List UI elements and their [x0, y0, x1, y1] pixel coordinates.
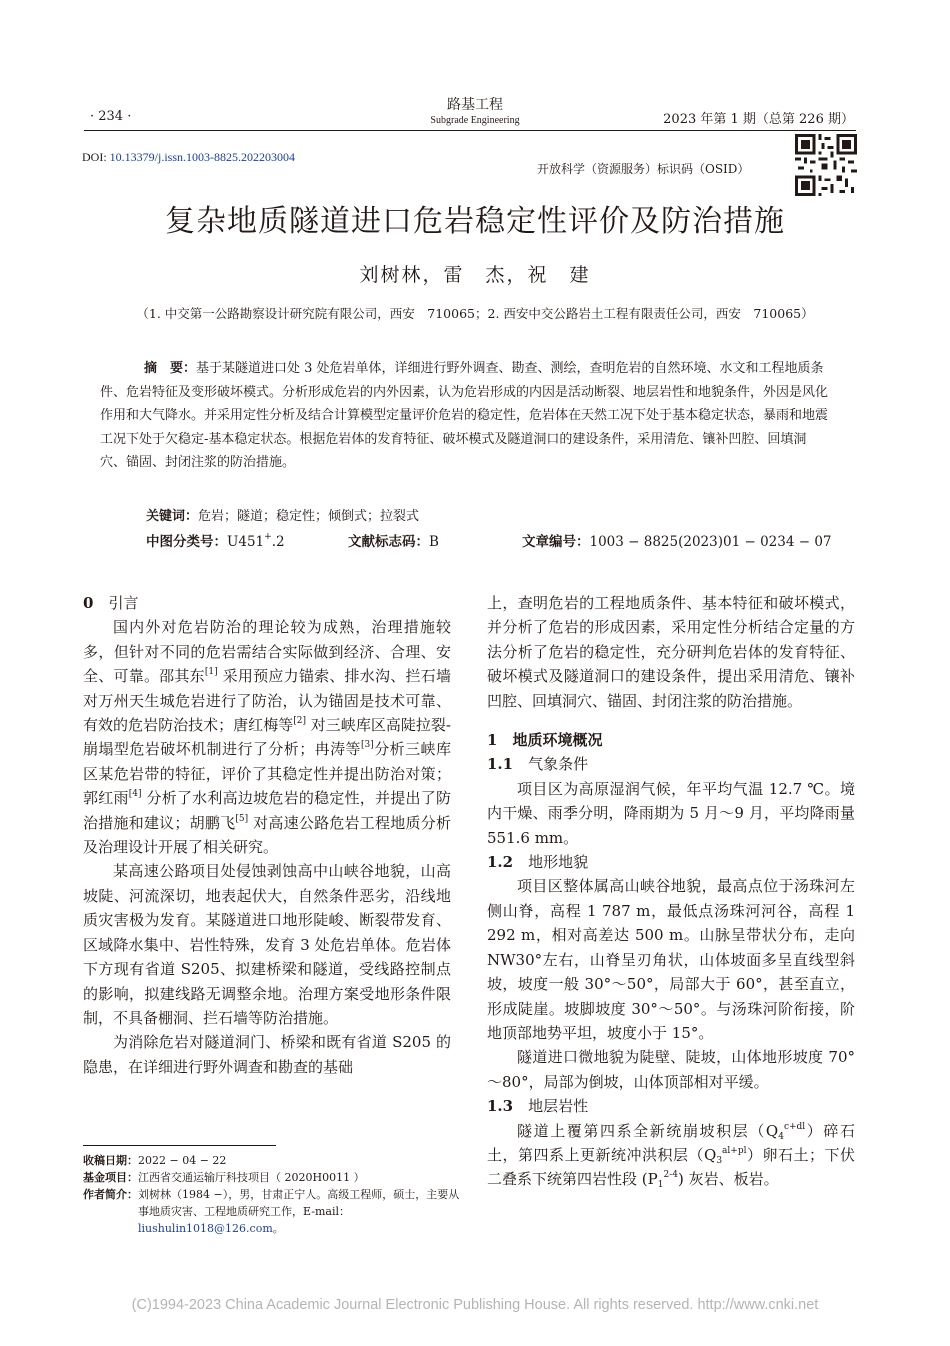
footnote-author: 作者简介： 刘树林（1984 −），男，甘肃正宁人。高级工程师，硕士，主要从事地质灾害、工程地质研究工作，E-mail：liushulin1018@126.com。: [83, 1188, 460, 1235]
doi-line: [82, 150, 295, 165]
document-code-label: 文献标志码：: [348, 534, 429, 550]
classification-label: 中图分类号：: [146, 534, 227, 550]
abstract: [100, 357, 830, 475]
classification-number: 中图分类号：U451+.2: [146, 532, 285, 550]
left-column: [83, 591, 451, 1079]
right-column: [487, 591, 855, 1192]
subsection-heading-1-3: 1.3 地层岩性: [487, 1097, 589, 1116]
document-code: 文献标志码：B: [348, 534, 439, 550]
author-email-link[interactable]: liushulin1018@126.com: [138, 1222, 273, 1235]
journal-name-en: Subgrade Engineering: [430, 115, 520, 126]
keywords: [146, 505, 419, 524]
footnote-received: 收稿日期： 2022 − 04 − 22: [83, 1154, 227, 1167]
paragraph-climate: 项目区为高原湿润气候，年平均气温 12.7 ℃。境内干燥、雨季分明，降雨期为 5 月～9 月，平均降雨量 551.6 mm。: [487, 779, 855, 847]
affiliations: （1. 中交第一公路勘察设计研究院有限公司，西安 710065；2. 西安中交公路岩土工程有限责任公司，西安 710065）: [136, 306, 814, 321]
intro-paragraph-2: 某高速公路项目处侵蚀剥蚀高中山峡谷地貌，山高坡陡、河流深切，地表起伏大，自然条件恶劣，沿线地质灾害极为发育。某隧道进口地形陡峻、断裂带发育、区域降水集中、岩性特殊，发育 3 处危岩单体。危岩体下方现有省道 S205、拟建桥梁和隧道，受线路控制点的影响，拟建线路无调整余地。治理方案受地形条件限制，不具备棚洞、拦石墙等防治措施。: [83, 862, 451, 1027]
author-list: 刘树林，雷 杰，祝 建: [359, 264, 591, 286]
doi-label: DOI:: [82, 150, 110, 164]
paragraph-micro-topography: 隧道进口微地貌为陡壁、陡坡，山体地形坡度 70°～80°，局部为倒坡，山体顶部相对平缓。: [487, 1048, 855, 1091]
citation-5[interactable]: [5]: [235, 813, 249, 824]
citation-3[interactable]: [3]: [361, 740, 374, 751]
section-heading-1: 1 地质环境概况: [487, 731, 603, 750]
abstract-text: 基于某隧道进口处 3 处危岩单体，详细进行野外调查、勘查、测绘，查明危岩的自然环境、水文和工程地质条件、危岩特征及变形破坏模式。分析形成危岩的内外因素，认为危岩形成的内因是活动断裂、地层岩性和地貌条件，外因是风化作用和大气降水。并采用定性分析及结合计算模型定量评价危岩的稳定性，危岩体在天然工况下处于基本稳定状态，暴雨和地震工况下处于欠稳定-基本稳定状态。根据危岩体的发育特征、破坏模式及隧道洞口的建设条件，采用清危、镶补凹腔、回填洞穴、锚固、封闭注浆的防治措施。: [100, 361, 829, 470]
article-number-label: 文章编号：: [522, 534, 590, 550]
paper-title: 复杂地质隧道进口危岩稳定性评价及防治措施: [165, 204, 785, 239]
keywords-text: 危岩；隧道；稳定性；倾倒式；拉裂式: [198, 509, 420, 524]
paragraph-lithology: 隧道上覆第四系全新统崩坡积层$(Q_4^{c+dl})$碎石土，第四系上更新统冲洪积层$(Q_3^{al+pl})$卵石土；下伏二叠系下统第四岩性段 $(P_1^{2-4})$ 灰岩、板岩。: [487, 1121, 855, 1191]
intro-paragraph-3: 为消除危岩对隧道洞门、桥梁和既有省道 S205 的隐患，在详细进行野外调查和勘查的基础: [83, 1033, 451, 1076]
footnotes: [83, 1152, 463, 1237]
subsection-heading-1-1: 1.1 气象条件: [487, 755, 589, 774]
page-number: · 234 ·: [90, 109, 132, 124]
paragraph-topography: 项目区整体属高山峡谷地貌，最高点位于汤珠河左侧山脊，高程 1 787 m，最低点汤珠河河谷，高程 1 292 m，相对高差达 500 m。山脉呈带状分布，走向 NW30°左右，山脊呈刃角状，山体坡面多呈直线型斜坡，坡度一般 30°～50°，局部大于 60°，甚至直立，形成陡崖。坡脚坡度 30°～50°。与汤珠河阶衔接，阶地顶部地势平坦，坡度小于 15°。: [487, 877, 855, 1042]
qr-code-icon[interactable]: [795, 134, 857, 196]
doi-link[interactable]: 10.13379/j.issn.1003-8825.202203004: [109, 150, 296, 164]
citation-2[interactable]: [2]: [293, 716, 306, 727]
intro-paragraph-1: 国内外对危岩防治的理论较为成熟，治理措施较多，但针对不同的危岩需结合实际做到经济、合理、安全、可靠。邵其东[1] 采用预应力锚索、排水沟、拦石墙对万州天生城危岩进行了防治，认为锚固是技术可靠、有效的危岩防治技术；唐红梅等[2] 对三峡库区高陡拉裂-崩塌型危岩破坏机制进行了分析；冉涛等[3]分析三峡库区某危岩带的特征，评价了其稳定性并提出防治对策；郭红雨[4] 分析了水利高边坡危岩的稳定性，并提出了防治措施和建议；胡鹏飞[5] 对高速公路危岩工程地质分析及治理设计开展了相关研究。: [83, 618, 451, 857]
keywords-label: 关键词：: [146, 509, 199, 524]
article-number: 文章编号：1003 − 8825(2023)01 − 0234 − 07: [522, 534, 832, 550]
journal-name-cn: 路基工程: [447, 97, 503, 113]
abstract-label: 摘 要：: [144, 361, 197, 376]
copyright-footer: (C)1994-2023 China Academic Journal Electronic Publishing House. All rights reserved. http://www.cnki.net: [131, 1297, 819, 1313]
section-heading-0: 0 引言: [83, 594, 139, 612]
header-divider: [84, 130, 856, 131]
footnote-fund: 基金项目： 江西省交通运输厅科技项目（ 2020H0011 ）: [83, 1171, 365, 1184]
osid-label: 开放科学（资源服务）标识码（OSID）: [537, 162, 750, 176]
intro-paragraph-3-cont: 上，查明危岩的工程地质条件、基本特征和破坏模式，并分析了危岩的形成因素，采用定性分析结合定量的方法分析了危岩的稳定性，充分研判危岩体的发育特征、破坏模式及隧道洞口的建设条件，提出采用清危、镶补凹腔、回填洞穴、锚固、封闭注浆的防治措施。: [487, 594, 855, 710]
subsection-heading-1-2: 1.2 地形地貌: [487, 853, 589, 872]
citation-1[interactable]: [1]: [204, 667, 218, 678]
citation-4[interactable]: [4]: [128, 789, 142, 800]
footnote-divider: [83, 1145, 276, 1146]
issue-info: 2023 年第 1 期（总第 226 期）: [663, 112, 854, 127]
